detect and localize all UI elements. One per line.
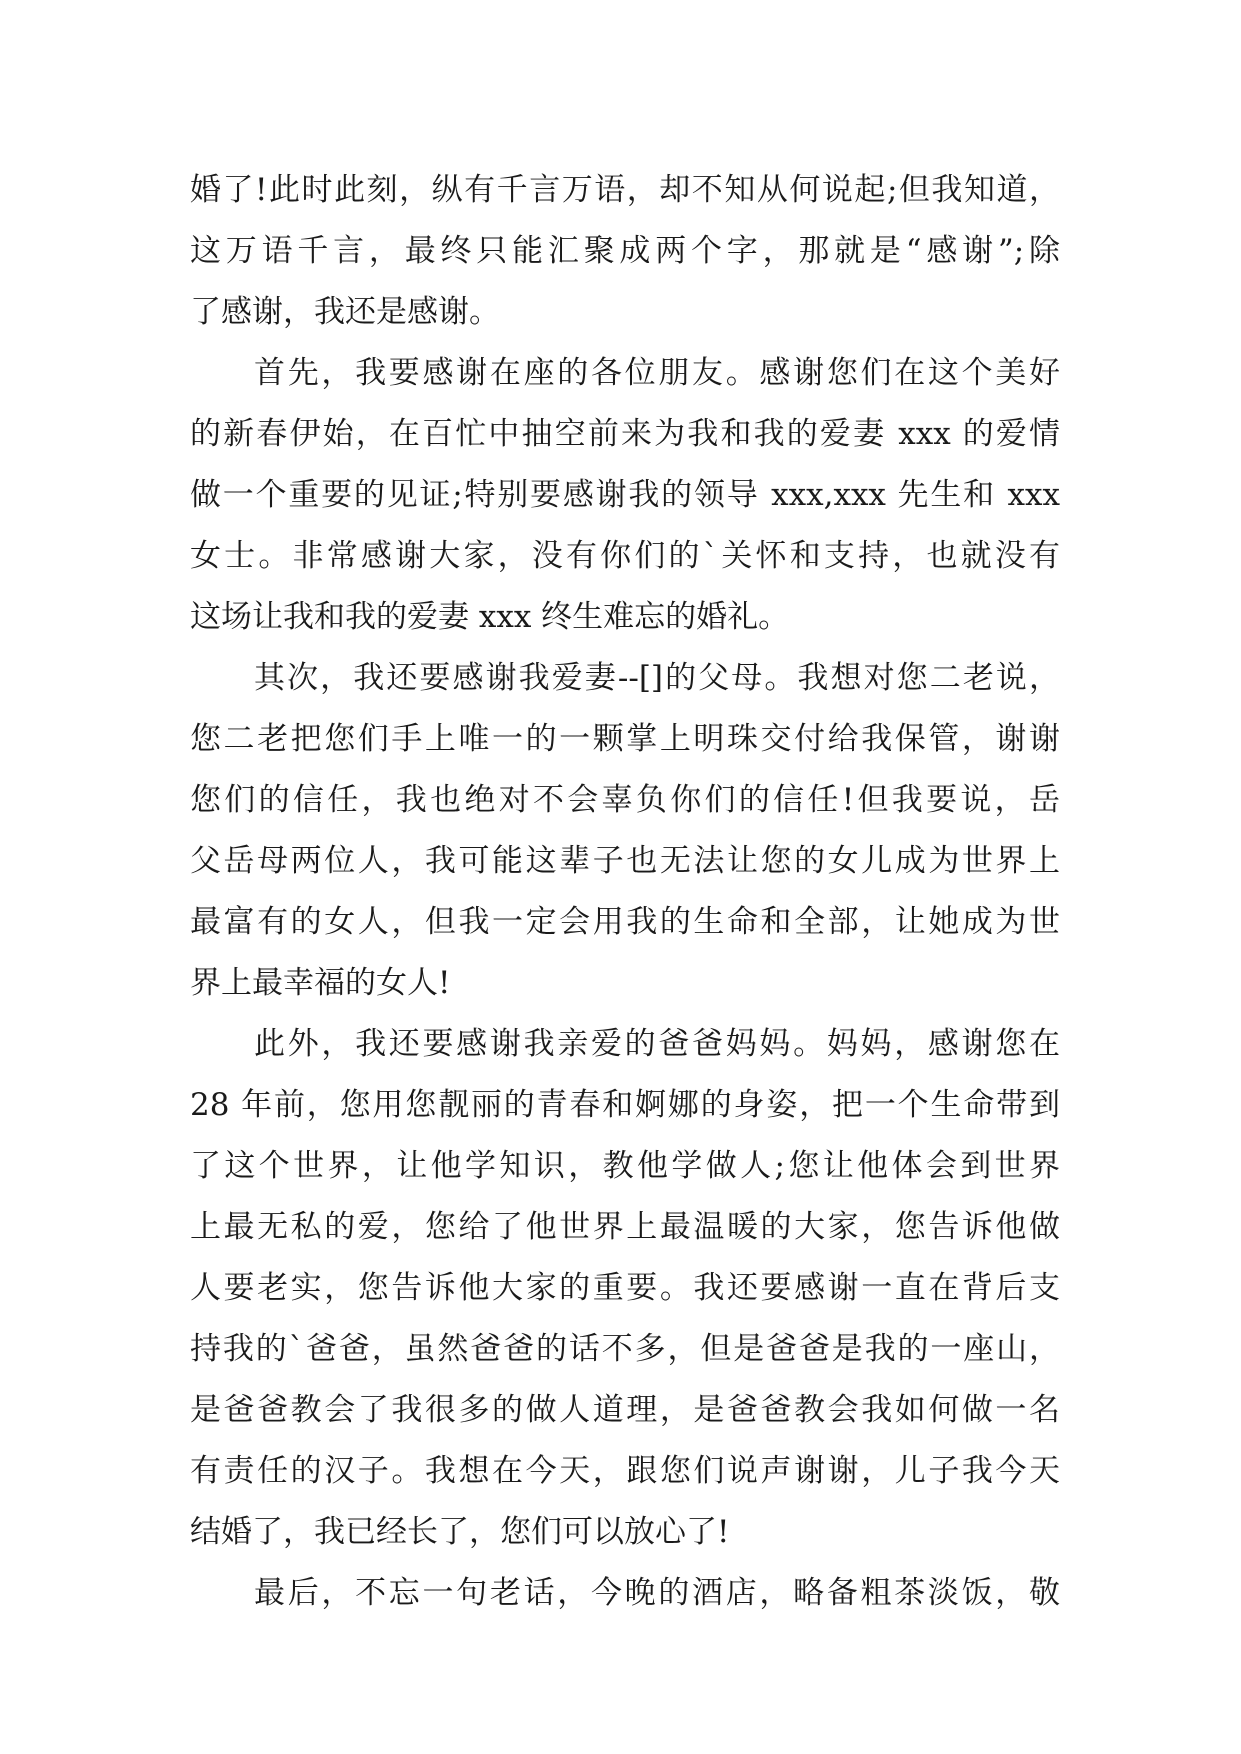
paragraph-first-line: 此外，我还要感谢我亲爱的爸爸妈妈。妈妈，感谢您在	[254, 1026, 1060, 1062]
paragraph-first-line: 最后，不忘一句老话，今晚的酒店，略备粗茶淡饭，敬	[254, 1575, 1060, 1611]
paragraph-first-line: 其次，我还要感谢我爱妻--[]的父母。我想对您二老说，	[254, 660, 1060, 696]
text-line: 28 年前，您用您靓丽的青春和婀娜的身姿，把一个生命带到	[190, 1087, 1060, 1123]
text-line: 了这个世界，让他学知识，教他学做人;您让他体会到世界	[190, 1148, 1060, 1184]
text-line: 是爸爸教会了我很多的做人道理，是爸爸教会我如何做一名	[190, 1392, 1060, 1428]
text-line: 最富有的女人，但我一定会用我的生命和全部，让她成为世	[190, 904, 1060, 940]
text-line: 持我的`爸爸，虽然爸爸的话不多，但是爸爸是我的一座山，	[190, 1331, 1060, 1367]
text-line: 界上最幸福的女人!	[190, 965, 451, 1001]
text-line: 的新春伊始，在百忙中抽空前来为我和我的爱妻 xxx 的爱情	[190, 416, 1060, 452]
text-line: 女士。非常感谢大家，没有你们的`关怀和支持，也就没有	[190, 538, 1060, 574]
text-line: 结婚了，我已经长了，您们可以放心了!	[190, 1514, 730, 1550]
text-line: 这万语千言，最终只能汇聚成两个字，那就是“感谢”;除	[190, 233, 1060, 269]
text-line: 婚了!此时此刻，纵有千言万语，却不知从何说起;但我知道，	[190, 172, 1060, 208]
document-body	[190, 160, 1060, 1624]
text-line: 做一个重要的见证;特别要感谢我的领导 xxx,xxx 先生和 xxx	[190, 477, 1060, 513]
text-line: 人要老实，您告诉他大家的重要。我还要感谢一直在背后支	[190, 1270, 1060, 1306]
paragraph-first-line: 首先，我要感谢在座的各位朋友。感谢您们在这个美好	[254, 355, 1060, 391]
text-line: 父岳母两位人，我可能这辈子也无法让您的女儿成为世界上	[190, 843, 1060, 879]
text-line: 您们的信任，我也绝对不会辜负你们的信任!但我要说，岳	[190, 782, 1060, 818]
text-line: 您二老把您们手上唯一的一颗掌上明珠交付给我保管，谢谢	[190, 721, 1060, 757]
text-line: 有责任的汉子。我想在今天，跟您们说声谢谢，儿子我今天	[190, 1453, 1060, 1489]
text-line: 上最无私的爱，您给了他世界上最温暖的大家，您告诉他做	[190, 1209, 1060, 1245]
text-line: 这场让我和我的爱妻 xxx 终生难忘的婚礼。	[190, 599, 790, 635]
text-line: 了感谢，我还是感谢。	[190, 294, 500, 330]
